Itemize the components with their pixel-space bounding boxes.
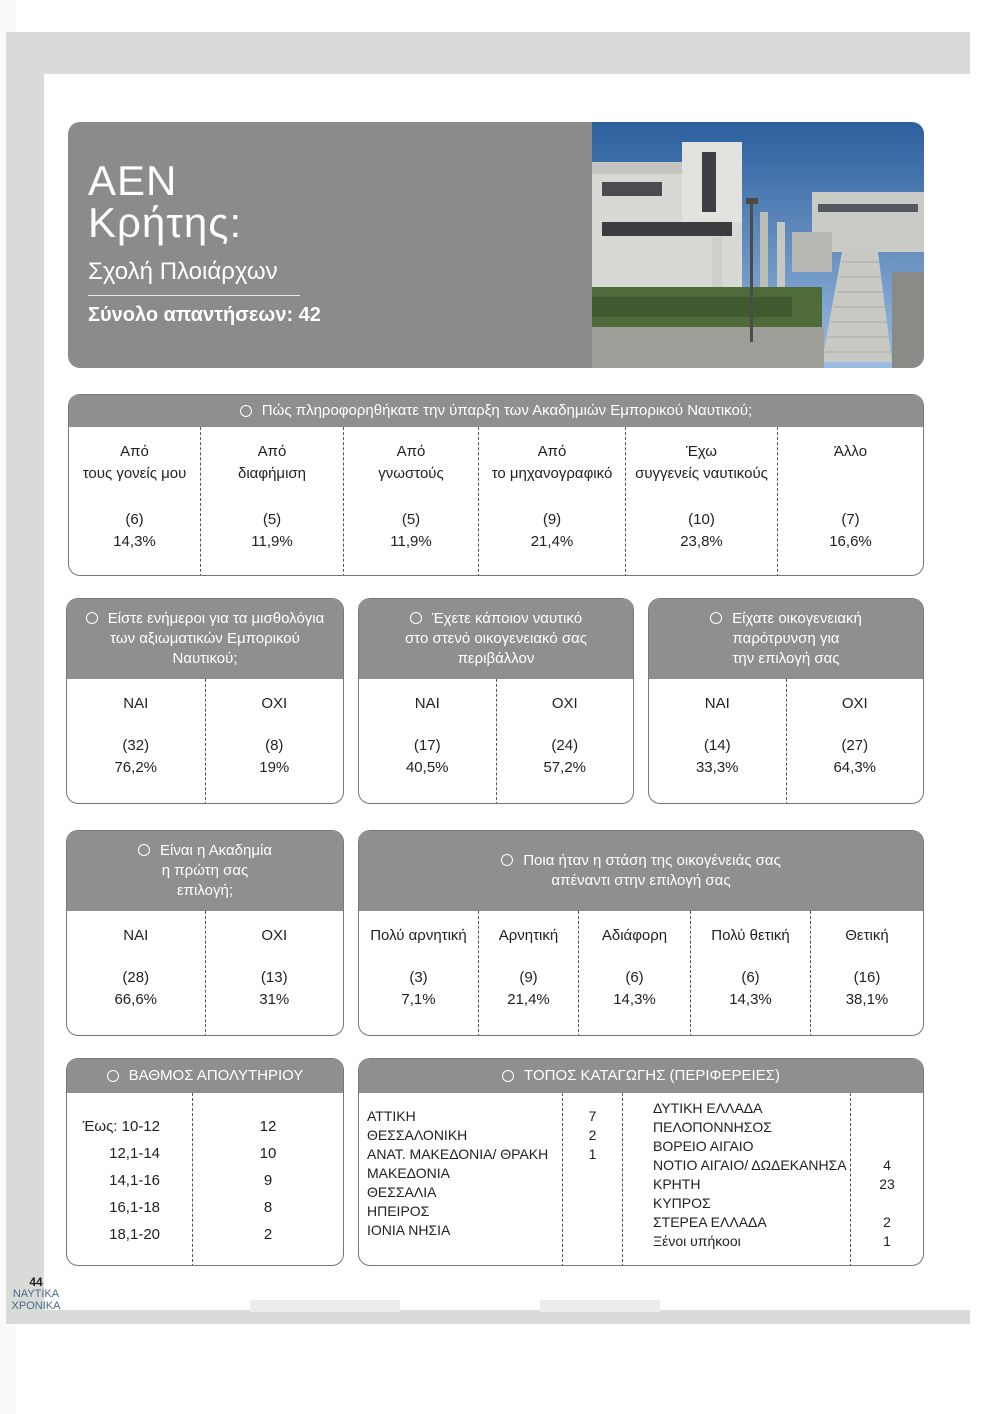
scan-artifact (540, 1300, 660, 1312)
bullet-circle-icon (240, 405, 252, 417)
attitude-indifferent: Αδιάφορη (6) 14,3% (579, 911, 691, 1036)
first-choice-question: Είναι η Ακαδημία η πρώτη σας επιλογή; (67, 831, 343, 911)
school-subtitle: Σχολή Πλοιάρχων (88, 258, 278, 285)
answer-no: ΟΧΙ (27) 64,3% (833, 695, 877, 776)
grade-count: 12 (259, 1118, 277, 1135)
attitude-negative: Αρνητική (9) 21,4% (479, 911, 579, 1036)
origin-right-values: 4 23 2 1 (879, 1157, 895, 1249)
scan-artifact (250, 1300, 400, 1312)
bullet-circle-icon (501, 854, 513, 866)
origin-box (358, 1058, 924, 1266)
grades-range-column (67, 1093, 193, 1266)
grades-title: ΒΑΘΜΟΣ ΑΠΟΛΥΤΗΡΙΟΥ (67, 1059, 343, 1093)
school-title-line1: ΑΕΝ (88, 157, 178, 204)
how-informed-question-text: Πώς πληροφορηθήκατε την ύπαρξη των Ακαδημιών Εμπορικού Ναυτικού; (261, 402, 753, 419)
origin-table (359, 1093, 923, 1266)
origin-left-regions: ΑΤΤΙΚΗ ΘΕΣΣΑΛΟΝΙΚΗ ΑΝΑΤ. ΜΑΚΕΔΟΝΙΑ/ ΘΡΑΚΗ ΜΑΚΕΔΟΝΙΑ ΘΕΣΣΑΛΙΑ ΗΠΕΙΡΟΣ ΙΟΝΙΑ ΝΗΣΙΑ (359, 1093, 563, 1266)
school-title-line2: Κρήτης: (88, 199, 243, 246)
salary-awareness-box (66, 598, 344, 804)
origin-right-regions: ΔΥΤΙΚΗ ΕΛΛΑΔΑ ΠΕΛΟΠΟΝΝΗΣΟΣ ΒΟΡΕΙΟ ΑΙΓΑΙΟ ΝΟΤΙΟ ΑΙΓΑΙΟ/ ΔΩΔΕΚΑΝΗΣΑ ΚΡΗΤΗ ΚΥΠΡΟΣ ΣΤΕΡΕΑ ΕΛΛΑΔΑ Ξένοι υπήκοοι (623, 1093, 851, 1266)
answer-no: ΟΧΙ (13) 31% (259, 927, 290, 1008)
seafarer-in-family-question: Έχετε κάποιον ναυτικό στο στενό οικογενειακό σας περιβάλλον (359, 599, 633, 679)
option-seafarer-relatives: Έχω συγγενείς ναυτικούς (10) 23,8% (626, 427, 778, 576)
attitude-very-positive: Πολύ θετική (6) 14,3% (691, 911, 811, 1036)
bullet-circle-icon (107, 1070, 119, 1082)
origin-left-values: 7 2 1 (563, 1093, 623, 1266)
salary-awareness-question: Είστε ενήμεροι για τα μισθολόγια των αξιωματικών Εμπορικού Ναυτικού; (67, 599, 343, 679)
grades-value-column (193, 1093, 343, 1266)
grades-box (66, 1058, 344, 1266)
how-informed-question (69, 395, 923, 427)
family-attitude-box (358, 830, 924, 1036)
answer-yes: ΝΑΙ (17) 40,5% (359, 679, 497, 804)
answer-yes: ΝΑΙ (32) 76,2% (67, 679, 206, 804)
first-choice-box (66, 830, 344, 1036)
bullet-circle-icon (138, 844, 150, 856)
academy-building-photo (592, 122, 924, 368)
grade-range: 14,1-16 (109, 1172, 160, 1189)
family-attitude-question: Ποια ήταν η στάση της οικογένειάς σας απέναντι στην επιλογή σας (359, 831, 923, 911)
how-informed-box (68, 394, 924, 576)
total-responses: Σύνολο απαντήσεων: 42 (88, 304, 321, 326)
header-banner (68, 122, 924, 368)
option-application-form: Από το μηχανογραφικό (9) 21,4% (479, 427, 626, 576)
first-choice-answers (67, 911, 343, 1036)
answer-yes: ΝΑΙ (14) 33,3% (649, 679, 787, 804)
header-divider (88, 295, 300, 296)
answer-yes: ΝΑΙ (28) 66,6% (67, 911, 206, 1036)
grades-table (67, 1093, 343, 1266)
page-footer (6, 1276, 66, 1312)
origin-title: ΤΟΠΟΣ ΚΑΤΑΓΩΓΗΣ (ΠΕΡΙΦΕΡΕΙΕΣ) (359, 1059, 923, 1093)
option-acquaintances: Από γνωστούς (5) 11,9% (344, 427, 479, 576)
bullet-circle-icon (410, 612, 422, 624)
option-other: Άλλο (7) 16,6% (829, 443, 872, 550)
magazine-name-line2: ΧΡΟΝΙΚΑ (11, 1300, 61, 1312)
header-text (88, 157, 321, 327)
attitude-positive: Θετική (16) 38,1% (845, 927, 889, 1008)
building-illustration (592, 122, 924, 368)
magazine-name-line1: ΝΑΥΤΙΚΑ (12, 1288, 60, 1300)
grade-range: 18,1-20 (109, 1226, 160, 1243)
grade-count: 8 (263, 1199, 273, 1216)
bullet-circle-icon (710, 612, 722, 624)
answer-no: ΟΧΙ (24) 57,2% (543, 695, 587, 776)
seafarer-in-family-box (358, 598, 634, 804)
bullet-circle-icon (502, 1070, 514, 1082)
grade-count: 10 (259, 1145, 277, 1162)
bullet-circle-icon (86, 612, 98, 624)
answer-no: ΟΧΙ (8) 19% (259, 695, 290, 776)
family-encouragement-answers (649, 679, 923, 804)
how-informed-options (69, 427, 923, 576)
salary-awareness-answers (67, 679, 343, 804)
option-parents: Από τους γονείς μου (6) 14,3% (69, 427, 201, 576)
grade-range: 12,1-14 (109, 1145, 160, 1162)
grade-count: 9 (263, 1172, 273, 1189)
grade-range: Έως: 10-12 (82, 1118, 160, 1135)
option-advertisement: Από διαφήμιση (5) 11,9% (201, 427, 344, 576)
family-encouragement-box (648, 598, 924, 804)
attitude-very-negative: Πολύ αρνητική (3) 7,1% (359, 911, 479, 1036)
grade-range: 16,1-18 (109, 1199, 160, 1216)
grade-count: 2 (263, 1226, 273, 1243)
family-encouragement-question: Είχατε οικογενειακή παρότρυνση για την επιλογή σας (649, 599, 923, 679)
page-number: 44 (29, 1275, 43, 1289)
family-attitude-answers (359, 911, 923, 1036)
seafarer-in-family-answers (359, 679, 633, 804)
